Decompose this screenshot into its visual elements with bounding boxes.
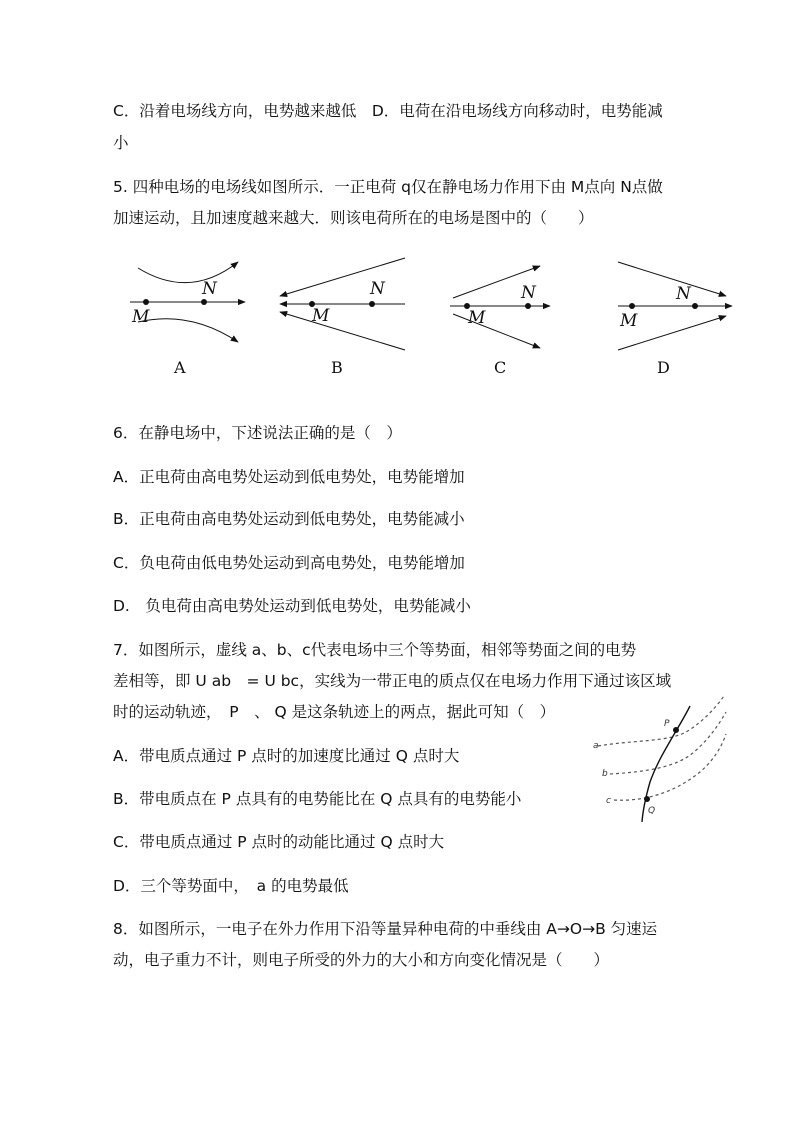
caption-b: B xyxy=(331,358,343,377)
q5-stem-line1: 5. 四种电场的电场线如图所示．一正电荷 q仅在静电场力作用下由 M点向 N点做 xyxy=(113,178,663,196)
q4-option-cd: C．沿着电场线方向，电势越来越低 D．电荷在沿电场线方向移动时，电势能减 xyxy=(113,102,663,120)
point-m xyxy=(143,299,149,305)
field-line xyxy=(138,319,238,342)
q5-diagram-b xyxy=(280,258,405,377)
q8-stem-line1: 8．如图所示，一电子在外力作用下沿等量异种电荷的中垂线由 A→O→B 匀速运 xyxy=(113,920,658,938)
point-n xyxy=(525,303,531,309)
field-line xyxy=(280,258,405,296)
q5-stem-line2: 加速运动，且加速度越来越大．则该电荷所在的电场是图中的（ ） xyxy=(113,209,594,227)
q7-stem-line2: 差相等，即 U ab = U bc，实线为一带正电的质点仅在电场力作用下通过该区域 xyxy=(113,672,672,690)
field-line xyxy=(618,262,726,296)
field-line xyxy=(453,314,540,348)
q6-option-c: C．负电荷由低电势处运动到高电势处，电势能增加 xyxy=(113,554,465,572)
equipotential-a xyxy=(598,696,724,746)
caption-d: D xyxy=(657,358,670,377)
q6-option-a: A．正电荷由高电势处运动到低电势处，电势能增加 xyxy=(113,468,465,486)
field-line xyxy=(280,312,405,350)
label-n: N xyxy=(676,284,691,304)
label-n: N xyxy=(521,283,536,303)
q8-stem-line2: 动，电子重力不计，则电子所受的外力的大小和方向变化情况是（ ） xyxy=(113,951,610,969)
point-n xyxy=(692,303,698,309)
label-m: M xyxy=(132,307,150,327)
label-m: M xyxy=(312,306,330,326)
q6-stem: 6．在静电场中，下述说法正确的是（ ） xyxy=(113,424,402,442)
label-q: Q xyxy=(648,806,656,816)
q5-diagram-d xyxy=(618,262,732,377)
caption-a: A xyxy=(174,358,186,377)
point-q xyxy=(644,796,650,802)
label-a: a xyxy=(593,741,599,751)
q6-option-b: B．正电荷由高电势处运动到低电势处，电势能减小 xyxy=(113,510,465,528)
equipotential-c xyxy=(614,734,726,800)
label-p: P xyxy=(664,719,670,729)
point-p xyxy=(673,727,679,733)
label-n: N xyxy=(202,279,217,299)
q6-option-d: D. 负电荷由高电势处运动到低电势处，电势能减小 xyxy=(113,597,471,615)
caption-c: C xyxy=(494,358,507,377)
point-n xyxy=(201,299,207,305)
q4-option-d-continued: 小 xyxy=(113,134,129,152)
q7-option-b: B．带电质点在 P 点具有的电势能比在 Q 点具有的电势能小 xyxy=(113,790,522,808)
q7-stem-line3: 时的运动轨迹， P 、 Q 是这条轨迹上的两点，据此可知（ ） xyxy=(113,703,556,721)
label-b: b xyxy=(602,769,608,779)
q5-diagram-a xyxy=(130,262,245,377)
label-c: c xyxy=(606,796,611,806)
q7-stem-line1: 7．如图所示，虚线 a、b、c代表电场中三个等势面，相邻等势面之间的电势 xyxy=(113,641,637,659)
point-n xyxy=(369,301,375,307)
label-m: M xyxy=(620,311,638,331)
q7-equipotential-figure xyxy=(588,690,728,825)
q7-option-a: A．带电质点通过 P 点时的加速度比通过 Q 点时大 xyxy=(113,747,460,765)
field-line xyxy=(138,262,238,283)
point-m xyxy=(629,303,635,309)
q5-field-line-figure xyxy=(120,250,740,385)
q7-option-c: C．带电质点通过 P 点时的动能比通过 Q 点时大 xyxy=(113,833,445,851)
label-n: N xyxy=(370,279,385,299)
q5-diagram-c xyxy=(450,266,550,377)
q7-option-d: D．三个等势面中， a 的电势最低 xyxy=(113,877,349,895)
label-m: M xyxy=(468,308,486,328)
